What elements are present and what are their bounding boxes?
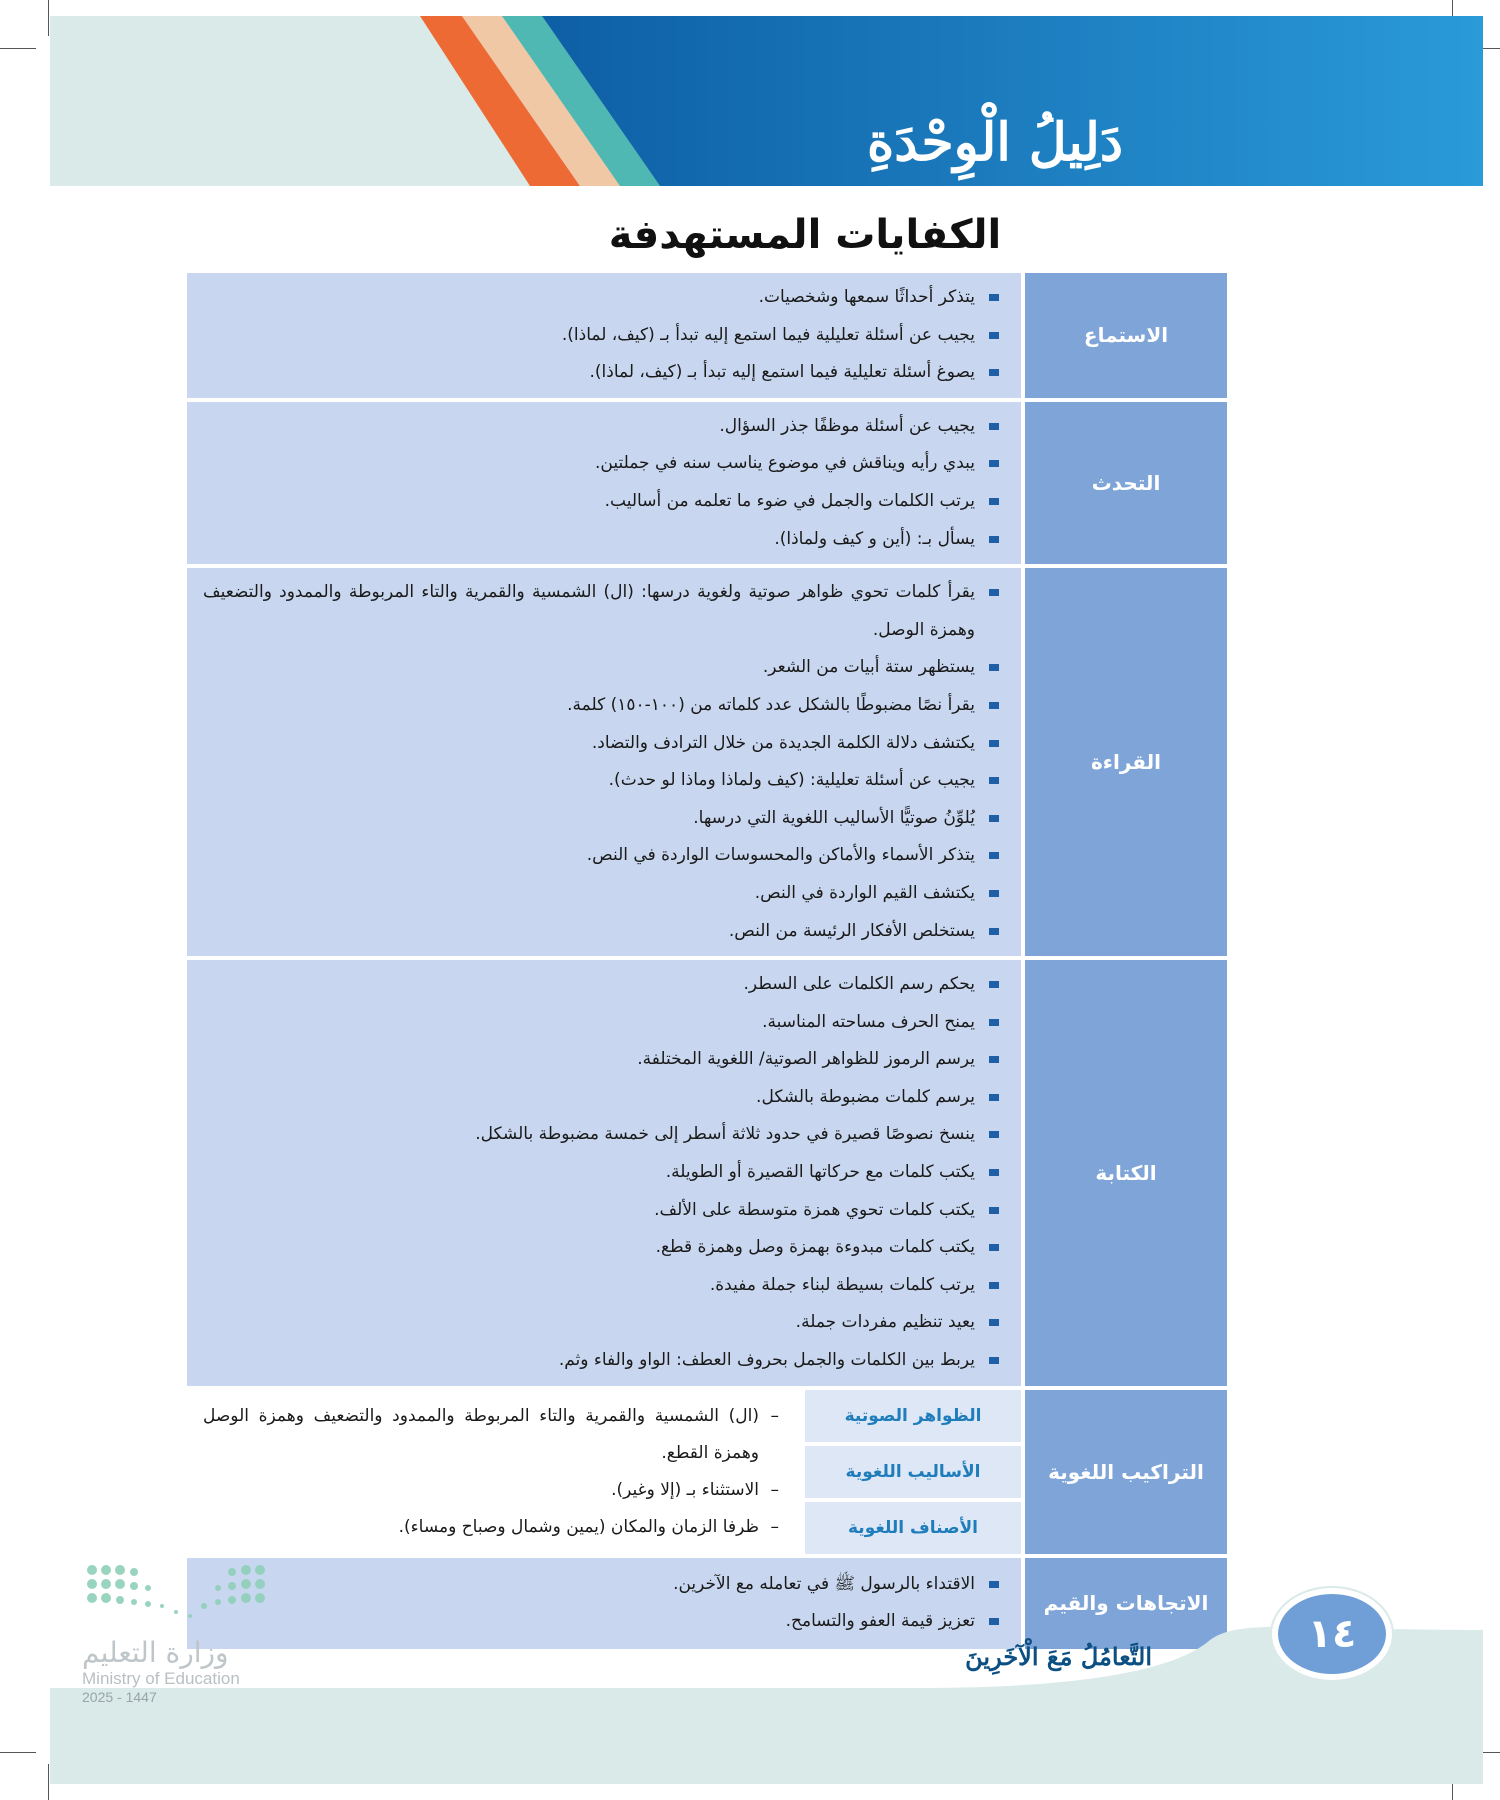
list-item: يرتب كلمات بسيطة لبناء جملة مفيدة. [203, 1267, 999, 1305]
list-item: – الاستثناء بـ (إلا وغير). [203, 1472, 779, 1509]
list-item: يكتب كلمات مع حركاتها القصيرة أو الطويلة. [203, 1154, 999, 1192]
sub-label-styles: الأساليب اللغوية [805, 1446, 1021, 1502]
square-bullet-icon [989, 536, 999, 543]
square-bullet-icon [989, 1019, 999, 1026]
list-item: يقرأ نصًا مضبوطًا بالشكل عدد كلماته من (١٠٠-١٥٠) كلمة. [203, 687, 999, 725]
list-item: – (ال) الشمسية والقمرية والتاء المربوطة والممدود والتضعيف وهمزة الوصل وهمزة القطع. [203, 1398, 779, 1472]
list-item: يربط بين الكلمات والجمل بحروف العطف: الواو والفاء وثم. [203, 1342, 999, 1380]
row-reading [187, 568, 1227, 960]
ministry-name-en: Ministry of Education [82, 1669, 240, 1688]
square-bullet-icon [989, 815, 999, 822]
list-item: ينسخ نصوصًا قصيرة في حدود ثلاثة أسطر إلى خمسة مضبوطة بالشكل. [203, 1116, 999, 1154]
ministry-year: 2025 - 1447 [82, 1689, 157, 1705]
square-bullet-icon [989, 1056, 999, 1063]
row-label: الاستماع [1021, 273, 1227, 398]
list-item: يبدي رأيه ويناقش في موضوع يناسب سنه في جملتين. [203, 445, 999, 483]
list-item: يعيد تنظيم مفردات جملة. [203, 1304, 999, 1342]
list-item: يقرأ كلمات تحوي ظواهر صوتية ولغوية درسها: (ال) الشمسية والقمرية والتاء المربوطة والممدود والتضعيف وهمزة الوصل. [203, 574, 999, 649]
ministry-logo [82, 1560, 282, 1705]
square-bullet-icon [989, 589, 999, 596]
square-bullet-icon [989, 1207, 999, 1214]
ministry-name-ar: وزارة التعليم [82, 1636, 229, 1669]
row-label: التراكيب اللغوية [1021, 1390, 1227, 1554]
list-item: يرتب الكلمات والجمل في ضوء ما تعلمه من أساليب. [203, 483, 999, 521]
crop-mark [0, 1752, 36, 1753]
list-item: يجيب عن أسئلة موظفًا جذر السؤال. [203, 408, 999, 446]
crop-mark [0, 48, 36, 49]
list-item: تعزيز قيمة العفو والتسامح. [203, 1603, 999, 1641]
square-bullet-icon [989, 369, 999, 376]
list-item: يتذكر أحداثًا سمعها وشخصيات. [203, 279, 999, 317]
list-item: يُلوِّنُ صوتيًّا الأساليب اللغوية التي درسها. [203, 800, 999, 838]
row-label: القراءة [1021, 568, 1227, 956]
row-label: الاتجاهات والقيم [1021, 1558, 1227, 1649]
list-item: يمنح الحرف مساحته المناسبة. [203, 1004, 999, 1042]
dash-icon: – [770, 1405, 779, 1426]
square-bullet-icon [989, 981, 999, 988]
square-bullet-icon [989, 1169, 999, 1176]
row-speaking [187, 402, 1227, 568]
unit-header [50, 16, 1483, 186]
row-language-structures [187, 1390, 1227, 1558]
list-item: يرسم كلمات مضبوطة بالشكل. [203, 1079, 999, 1117]
unit-title: دَلِيلُ الْوِحْدَةِ [866, 112, 1123, 173]
row-content [187, 402, 1021, 564]
square-bullet-icon [989, 890, 999, 897]
list-item: يستظهر ستة أبيات من الشعر. [203, 649, 999, 687]
list-item: يجيب عن أسئلة تعليلية: (كيف ولماذا وماذا لو حدث). [203, 762, 999, 800]
row-content [187, 568, 1021, 956]
square-bullet-icon [989, 1357, 999, 1364]
header-stripes [50, 16, 1483, 186]
competencies-table [187, 273, 1227, 1649]
sub-label-phonetic: الظواهر الصوتية [805, 1390, 1021, 1446]
list-item: يرسم الرموز للظواهر الصوتية/ اللغوية المختلفة. [203, 1041, 999, 1079]
list-item: يستخلص الأفكار الرئيسة من النص. [203, 913, 999, 951]
unit-name: التَّعامُلُ مَعَ الْآخَرِينَ [965, 1642, 1152, 1671]
square-bullet-icon [989, 1131, 999, 1138]
square-bullet-icon [989, 1244, 999, 1251]
square-bullet-icon [989, 1282, 999, 1289]
page-number: ١٤ [1272, 1588, 1392, 1680]
square-bullet-icon [989, 777, 999, 784]
square-bullet-icon [989, 740, 999, 747]
row-content [187, 960, 1021, 1386]
list-item: يكتشف دلالة الكلمة الجديدة من خلال الترادف والتضاد. [203, 725, 999, 763]
square-bullet-icon [989, 1094, 999, 1101]
section-title: الكفايات المستهدفة [608, 212, 1002, 258]
sub-labels-column [801, 1390, 1021, 1554]
square-bullet-icon [989, 294, 999, 301]
square-bullet-icon [989, 1319, 999, 1326]
row-writing [187, 960, 1227, 1390]
square-bullet-icon [989, 928, 999, 935]
list-item: يكتشف القيم الواردة في النص. [203, 875, 999, 913]
row-label: الكتابة [1021, 960, 1227, 1386]
square-bullet-icon [989, 332, 999, 339]
list-item: يصوغ أسئلة تعليلية فيما استمع إليه تبدأ بـ (كيف، لماذا). [203, 354, 999, 392]
ministry-dots-icon [82, 1560, 272, 1626]
list-item: – ظرفا الزمان والمكان (يمين وشمال وصباح ومساء). [203, 1509, 779, 1546]
square-bullet-icon [989, 1581, 999, 1588]
square-bullet-icon [989, 423, 999, 430]
square-bullet-icon [989, 664, 999, 671]
square-bullet-icon [989, 498, 999, 505]
dash-icon: – [770, 1516, 779, 1537]
list-item: يكتب كلمات تحوي همزة متوسطة على الألف. [203, 1192, 999, 1230]
dash-icon: – [770, 1479, 779, 1500]
sub-label-categories: الأصناف اللغوية [805, 1502, 1021, 1554]
row-content [187, 1390, 801, 1554]
square-bullet-icon [989, 852, 999, 859]
row-listening [187, 273, 1227, 402]
crop-mark [48, 1764, 49, 1800]
list-item: يكتب كلمات مبدوءة بهمزة وصل وهمزة قطع. [203, 1229, 999, 1267]
list-item: يتذكر الأسماء والأماكن والمحسوسات الواردة في النص. [203, 837, 999, 875]
crop-mark [48, 0, 49, 36]
list-item: الاقتداء بالرسول ﷺ في تعامله مع الآخرين. [203, 1566, 999, 1604]
square-bullet-icon [989, 702, 999, 709]
row-content [187, 273, 1021, 398]
row-label: التحدث [1021, 402, 1227, 564]
square-bullet-icon [989, 460, 999, 467]
list-item: يحكم رسم الكلمات على السطر. [203, 966, 999, 1004]
list-item: يسأل بـ: (أين و كيف ولماذا). [203, 521, 999, 559]
list-item: يجيب عن أسئلة تعليلية فيما استمع إليه تبدأ بـ (كيف، لماذا). [203, 317, 999, 355]
